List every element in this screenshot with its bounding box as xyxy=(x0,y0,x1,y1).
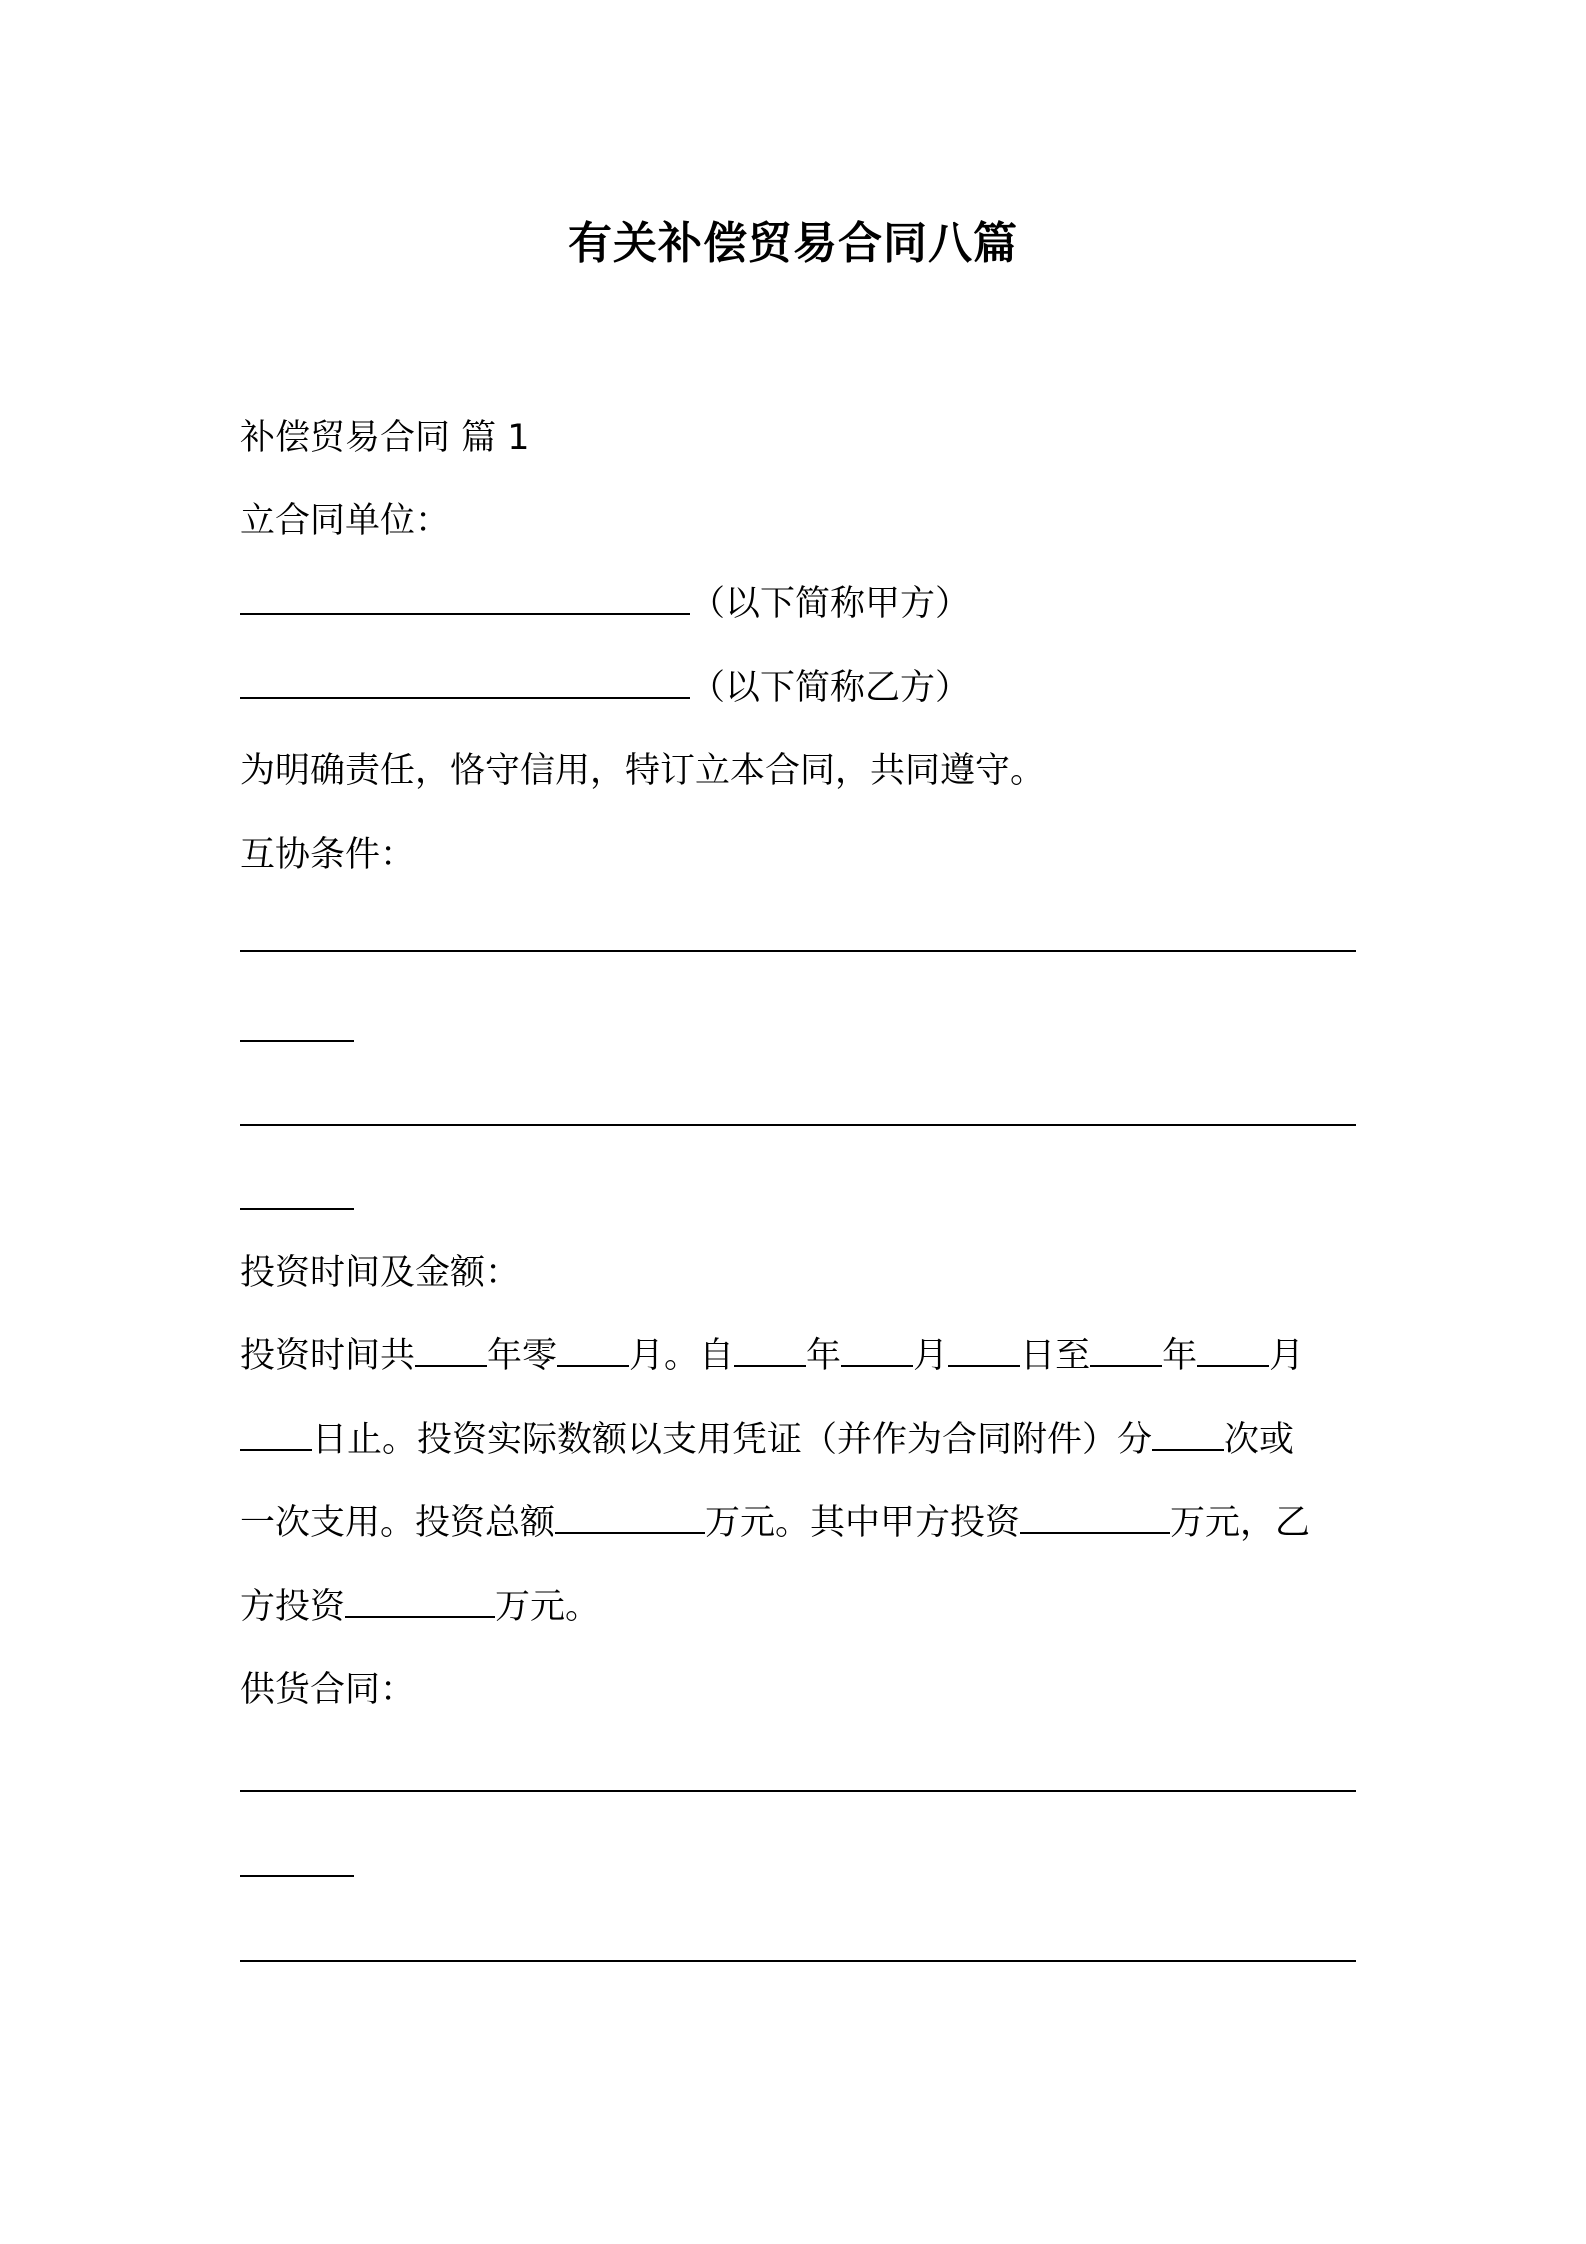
party-a-blank xyxy=(240,581,690,615)
party-a-investment-blank xyxy=(1020,1500,1170,1534)
installments-blank xyxy=(1152,1417,1224,1451)
conditions-blank-line-2-end xyxy=(240,1208,354,1210)
investment-text-segment: 日至 xyxy=(1020,1336,1091,1376)
start-month-blank xyxy=(841,1333,913,1367)
conditions-label: 互协条件： xyxy=(240,835,416,875)
start-day-blank xyxy=(948,1333,1020,1367)
investment-text-segment: 日止。投资实际数额以支用凭证（并作为合同附件）分 xyxy=(312,1420,1153,1460)
investment-text-segment: 年 xyxy=(806,1336,842,1376)
section-heading: 补偿贸易合同 篇 1 xyxy=(240,418,530,458)
investment-text-segment: 月 xyxy=(1269,1336,1305,1376)
parties-label: 立合同单位： xyxy=(240,501,451,541)
total-investment-blank xyxy=(555,1500,705,1534)
end-month-blank xyxy=(1197,1333,1269,1367)
party-b-blank xyxy=(240,665,690,699)
start-year-blank xyxy=(734,1333,806,1367)
investment-label: 投资时间及金额： xyxy=(240,1253,521,1293)
conditions-blank-line-2 xyxy=(240,1124,1356,1126)
months-blank xyxy=(557,1333,629,1367)
investment-text-segment: 万元。其中甲方投资 xyxy=(705,1503,1021,1543)
investment-text-segment: 年零 xyxy=(487,1336,558,1376)
supply-blank-line-1-end xyxy=(240,1875,354,1877)
party-b-line xyxy=(240,663,1356,713)
years-blank xyxy=(415,1333,487,1367)
investment-text-segment: 月。自 xyxy=(629,1336,735,1376)
investment-text-segment: 方投资 xyxy=(240,1587,346,1627)
supply-label: 供货合同： xyxy=(240,1670,416,1710)
conditions-blank-line-1-end xyxy=(240,1040,354,1042)
investment-text-line-3 xyxy=(240,1498,1356,1548)
supply-blank-line-2 xyxy=(240,1960,1356,1962)
investment-text-segment: 投资时间共 xyxy=(240,1336,416,1376)
supply-blank-line-1 xyxy=(240,1790,1356,1792)
end-year-blank xyxy=(1090,1333,1162,1367)
investment-text-segment: 年 xyxy=(1162,1336,1198,1376)
party-a-line xyxy=(240,579,1356,629)
investment-text-segment: 万元，乙 xyxy=(1170,1503,1311,1543)
conditions-blank-line-1 xyxy=(240,950,1356,952)
party-b-investment-blank xyxy=(345,1584,495,1618)
investment-text-segment: 一次支用。投资总额 xyxy=(240,1503,556,1543)
party-b-suffix: （以下简称乙方） xyxy=(690,668,971,708)
document-title: 有关补偿贸易合同八篇 xyxy=(568,218,1018,269)
investment-text-segment: 次或 xyxy=(1224,1420,1295,1460)
investment-text-segment: 月 xyxy=(913,1336,949,1376)
party-a-suffix: （以下简称甲方） xyxy=(690,584,971,624)
investment-text-line-1 xyxy=(240,1331,1356,1381)
preamble: 为明确责任，恪守信用，特订立本合同，共同遵守。 xyxy=(240,751,1046,791)
investment-text-line-4 xyxy=(240,1582,1356,1632)
investment-text-line-2 xyxy=(240,1415,1356,1465)
investment-text-segment: 万元。 xyxy=(495,1587,601,1627)
end-day-blank xyxy=(240,1417,312,1451)
